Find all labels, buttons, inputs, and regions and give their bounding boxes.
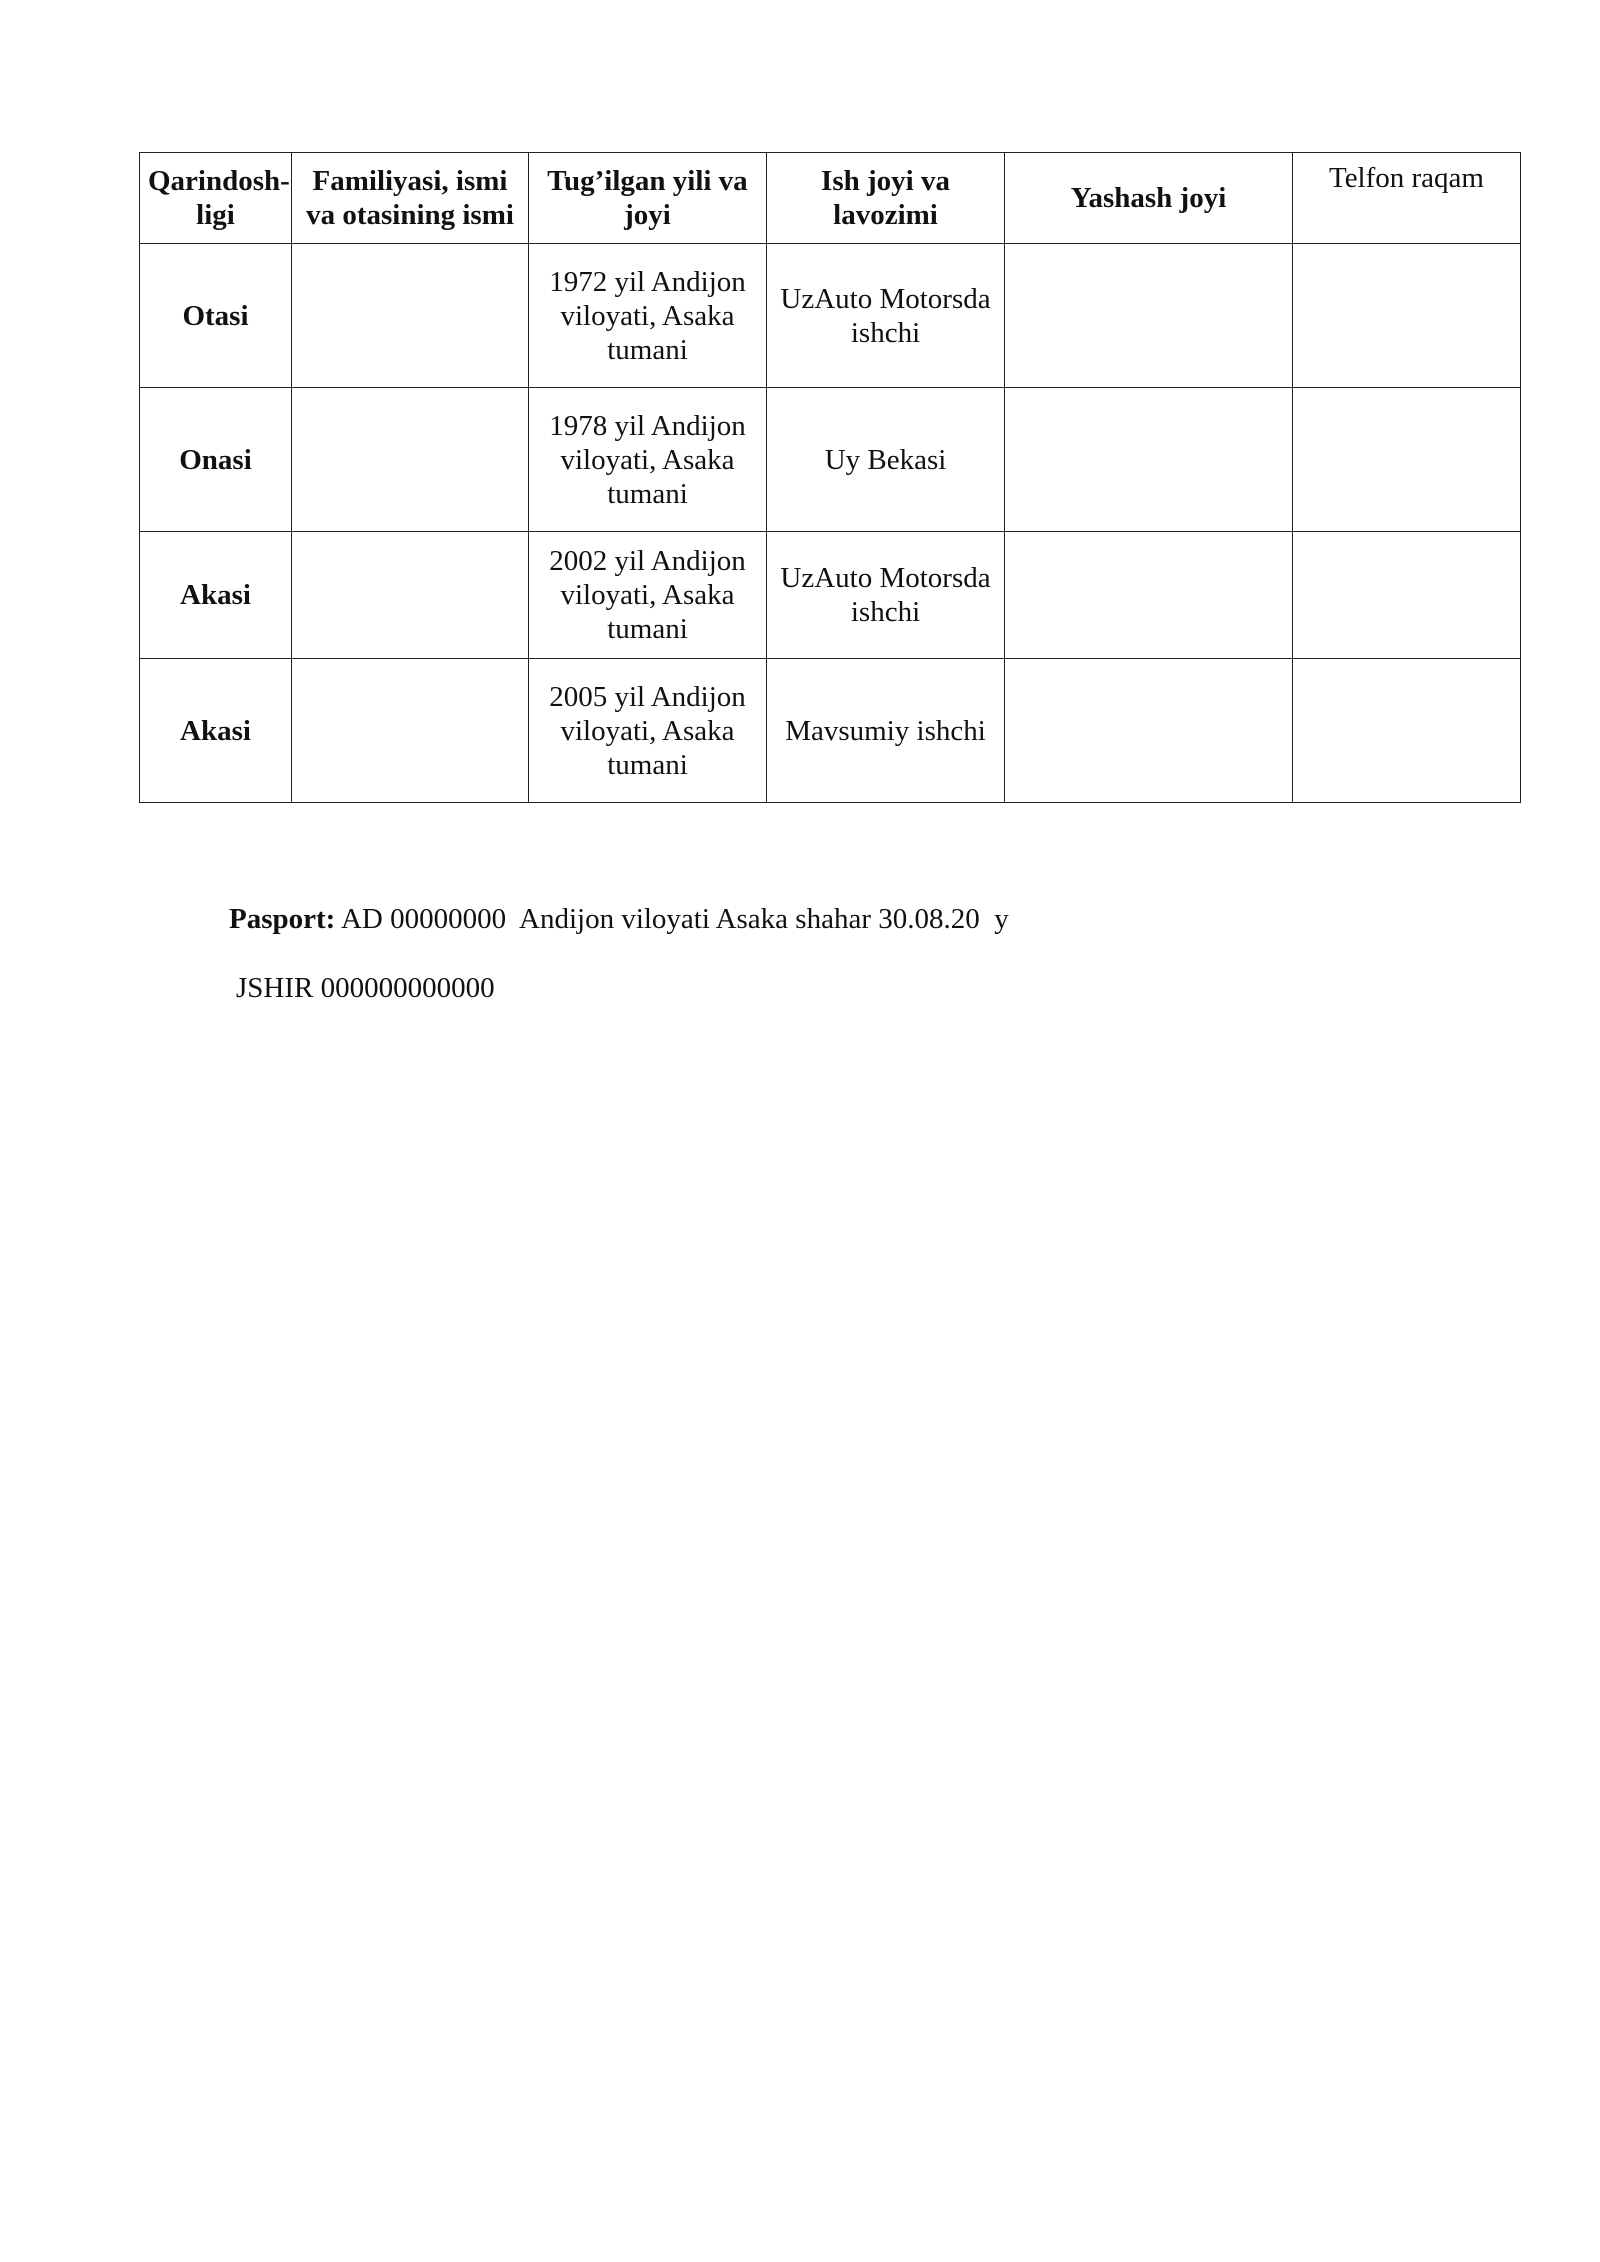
cell-work: UzAuto Motorsda ishchi [767, 244, 1005, 388]
cell-phone [1293, 244, 1521, 388]
cell-birth: 2005 yil Andijon viloyati, Asaka tumani [529, 659, 767, 803]
table-row [140, 659, 1521, 803]
table-row [140, 532, 1521, 659]
passport-line [229, 903, 1009, 936]
relatives-table [139, 152, 1521, 803]
cell-work: Mavsumiy ishchi [767, 659, 1005, 803]
passport-value: AD 00000000 Andijon viloyati Asaka shahar 30.08.20 y [335, 903, 1009, 935]
header-phone: Telfon raqam [1293, 153, 1521, 244]
header-birth: Tug’ilgan yili va joyi [529, 153, 767, 244]
cell-residence [1005, 532, 1293, 659]
passport-label: Pasport: [229, 903, 336, 935]
table-row [140, 388, 1521, 532]
cell-birth: 1978 yil Andijon viloyati, Asaka tumani [529, 388, 767, 532]
cell-relation: Akasi [140, 532, 292, 659]
cell-residence [1005, 388, 1293, 532]
cell-relation: Onasi [140, 388, 292, 532]
cell-work: Uy Bekasi [767, 388, 1005, 532]
jshir-line: JSHIR 000000000000 [236, 972, 495, 1004]
cell-relation: Otasi [140, 244, 292, 388]
cell-phone [1293, 388, 1521, 532]
cell-residence [1005, 244, 1293, 388]
cell-birth: 2002 yil Andijon viloyati, Asaka tumani [529, 532, 767, 659]
cell-relation: Akasi [140, 659, 292, 803]
header-full-name: Familiyasi, ismi va otasining ismi [292, 153, 529, 244]
cell-birth: 1972 yil Andijon viloyati, Asaka tumani [529, 244, 767, 388]
cell-work: UzAuto Motorsda ishchi [767, 532, 1005, 659]
header-relation: Qarindosh- ligi [140, 153, 292, 244]
header-residence: Yashash joyi [1005, 153, 1293, 244]
table-header-row [140, 153, 1521, 244]
cell-name [292, 388, 529, 532]
cell-name [292, 659, 529, 803]
header-work: Ish joyi va lavozimi [767, 153, 1005, 244]
cell-name [292, 244, 529, 388]
cell-phone [1293, 659, 1521, 803]
cell-residence [1005, 659, 1293, 803]
table-row [140, 244, 1521, 388]
cell-phone [1293, 532, 1521, 659]
cell-name [292, 532, 529, 659]
